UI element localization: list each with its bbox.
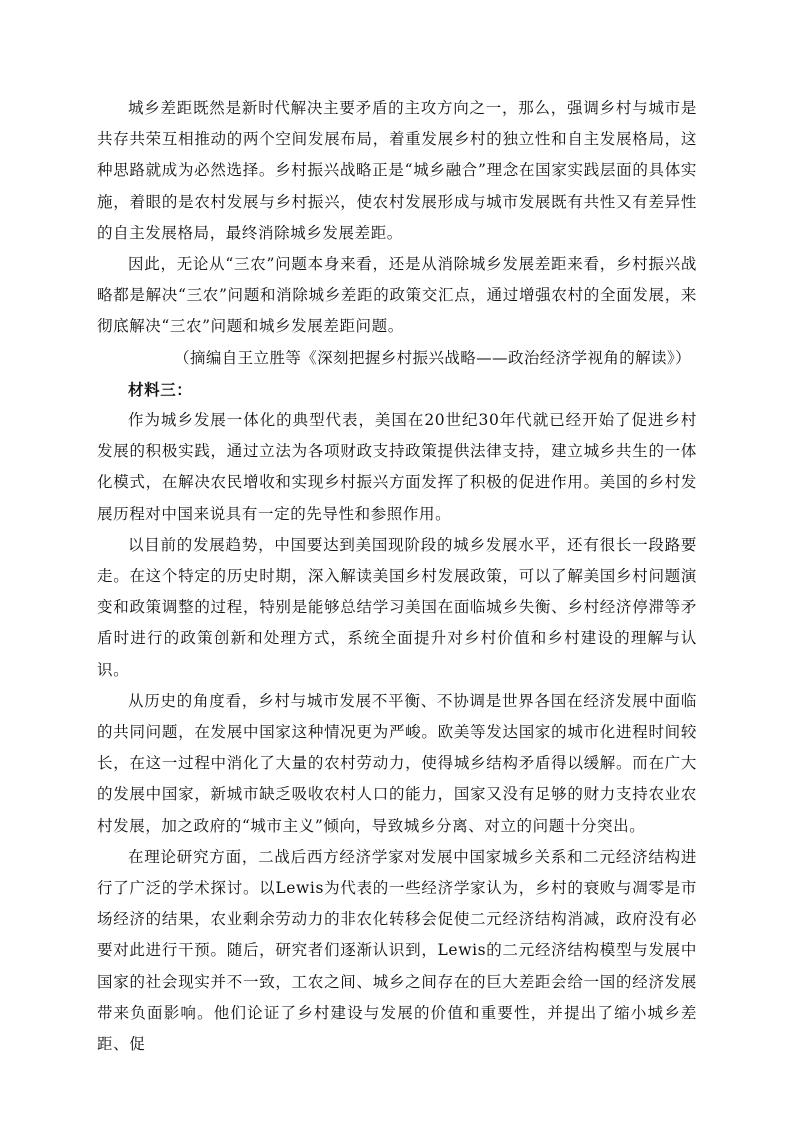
paragraph: 作为城乡发展一体化的典型代表，美国在20世纪30年代就已经开始了促进乡村发展的积极实践，通过立法为各项财政支持政策提供法律支持，建立城乡共生的一体化模式，在解决农民增收和实现乡村振兴方面发挥了积极的促进作用。美国的乡村发展历程对中国来说具有一定的先导性和参照作用。 bbox=[97, 411, 697, 523]
paragraph: 城乡差距既然是新时代解决主要矛盾的主攻方向之一，那么，强调乡村与城市是共存共荣互相推动的两个空间发展布局，着重发展乡村的独立性和自主发展格局，这种思路就成为必然选择。乡村振兴战略正是“城乡融合”理念在国家实践层面的具体实施，着眼的是农村发展与乡村振兴，使农村发展形成与城市发展既有共性又有差异性的自主发展格局，最终消除城乡发展差距。 bbox=[97, 99, 697, 242]
source-citation: （摘编自王立胜等《深刻把握乡村振兴战略——政治经济学视角的解读》） bbox=[174, 348, 691, 367]
material-heading: 材料三： bbox=[128, 379, 193, 399]
article-body bbox=[97, 93, 697, 1060]
paragraph: 在理论研究方面，二战后西方经济学家对发展中国家城乡关系和二元经济结构进行了广泛的学术探讨。以Lewis为代表的一些经济学家认为，乡村的衰败与凋零是市场经济的结果，农业剩余劳动力的非农化转移会促使二元经济结构消减，政府没有必要对此进行干预。随后，研究者们逐渐认识到，Lewis的二元经济结构模型与发展中国家的社会现实并不一致，工农之间、城乡之间存在的巨大差距会给一国的经济发展带来负面影响。他们论证了乡村建设与发展的价值和重要性，并提出了缩小城乡差距、促 bbox=[97, 847, 697, 1054]
paragraph: 从历史的角度看，乡村与城市发展不平衡、不协调是世界各国在经济发展中面临的共同问题，在发展中国家这种情况更为严峻。欧美等发达国家的城市化进程时间较长，在这一过程中消化了大量的农村劳动力，使得城乡结构矛盾得以缓解。而在广大的发展中国家，新城市缺乏吸收农村人口的能力，国家又没有足够的财力支持农业农村发展，加之政府的“城市主义”倾向，导致城乡分离、对立的问题十分突出。 bbox=[97, 691, 697, 835]
paragraph: 以目前的发展趋势，中国要达到美国现阶段的城乡发展水平，还有很长一段路要走。在这个特定的历史时期，深入解读美国乡村发展政策，可以了解美国乡村问题演变和政策调整的过程，特别是能够总结学习美国在面临城乡失衡、乡村经济停滞等矛盾时进行的政策创新和处理方式，系统全面提升对乡村价值和乡村建设的理解与认识。 bbox=[97, 535, 697, 679]
paragraph: 因此，无论从“三农”问题本身来看，还是从消除城乡发展差距来看，乡村振兴战略都是解决“三农”问题和消除城乡差距的政策交汇点，通过增强农村的全面发展，来彻底解决“三农”问题和城乡发展差距问题。 bbox=[97, 255, 697, 336]
